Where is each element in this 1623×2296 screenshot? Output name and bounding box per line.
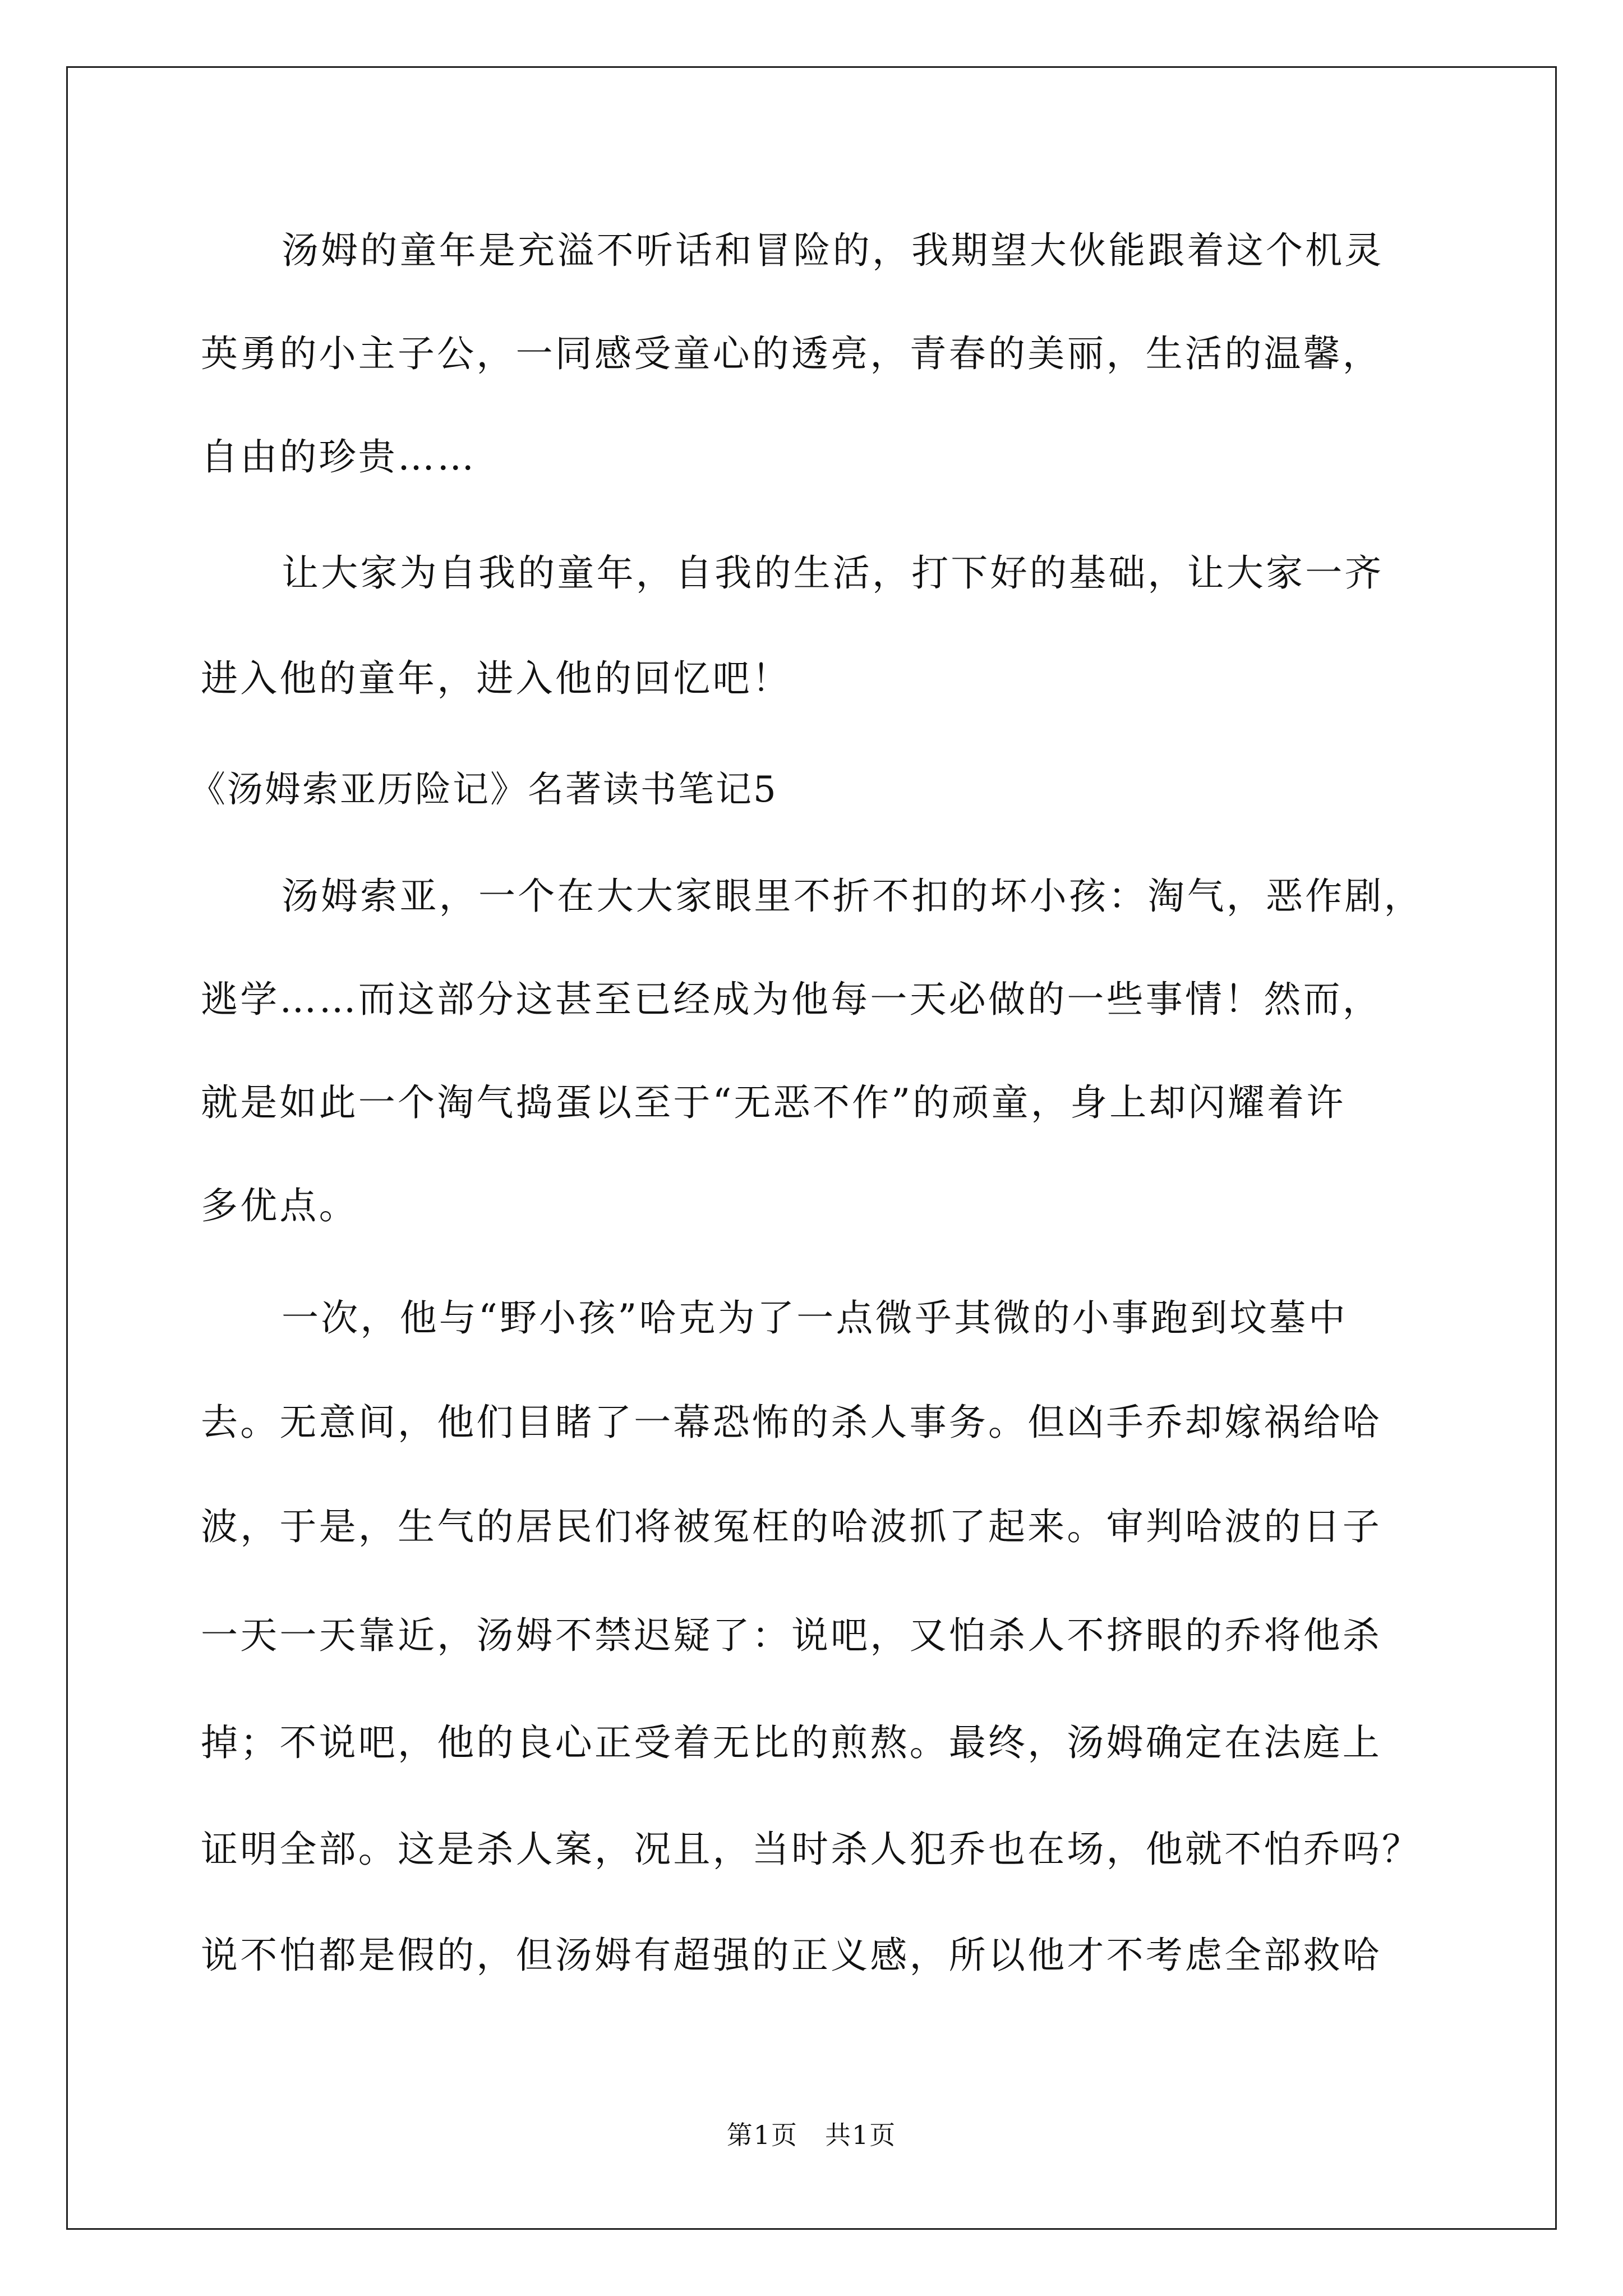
paragraph-1-line-3: 自由的珍贵…… bbox=[201, 435, 477, 478]
paragraph-3-line-2: 逃学……而这部分这甚至已经成为他每一天必做的一些事情！然而， bbox=[201, 978, 1382, 1021]
paragraph-4-line-2: 去。无意间，他们目睹了一幕恐怖的杀人事务。但凶手乔却嫁祸给哈 bbox=[201, 1401, 1382, 1444]
page-number-footer: 第1页 共1页 bbox=[726, 2120, 897, 2150]
paragraph-4-line-6: 证明全部。这是杀人案，况且，当时杀人犯乔也在场，他就不怕乔吗？ bbox=[201, 1828, 1422, 1871]
paragraph-4-line-7: 说不怕都是假的，但汤姆有超强的正义感，所以他才不考虑全部救哈 bbox=[201, 1934, 1382, 1977]
paragraph-4-line-1: 一次，他与“野小孩”哈克为了一点微乎其微的小事跑到坟墓中 bbox=[282, 1296, 1348, 1340]
paragraph-4-line-4: 一天一天靠近，汤姆不禁迟疑了：说吧，又怕杀人不挤眼的乔将他杀 bbox=[201, 1614, 1382, 1657]
paragraph-3-line-4: 多优点。 bbox=[201, 1184, 358, 1227]
section-heading: 《汤姆索亚历险记》名著读书笔记5 bbox=[190, 769, 778, 811]
paragraph-1-line-2: 英勇的小主子公，一同感受童心的透亮，青春的美丽，生活的温馨， bbox=[201, 332, 1382, 375]
paragraph-3-line-3: 就是如此一个淘气捣蛋以至于“无恶不作”的顽童，身上却闪耀着许 bbox=[201, 1081, 1346, 1124]
paragraph-2-line-2: 进入他的童年，进入他的回忆吧！ bbox=[201, 657, 791, 700]
page-border bbox=[66, 66, 1557, 2230]
paragraph-4-line-5: 掉；不说吧，他的良心正受着无比的煎熬。最终，汤姆确定在法庭上 bbox=[201, 1721, 1382, 1764]
paragraph-2-line-1: 让大家为自我的童年，自我的生活，打下好的基础，让大家一齐 bbox=[282, 551, 1384, 595]
paragraph-1-line-1: 汤姆的童年是充溢不听话和冒险的，我期望大伙能跟着这个机灵 bbox=[282, 229, 1384, 272]
paragraph-3-line-1: 汤姆索亚，一个在大大家眼里不折不扣的坏小孩：淘气，恶作剧， bbox=[282, 875, 1423, 918]
paragraph-4-line-3: 波，于是，生气的居民们将被冤枉的哈波抓了起来。审判哈波的日子 bbox=[201, 1505, 1382, 1548]
